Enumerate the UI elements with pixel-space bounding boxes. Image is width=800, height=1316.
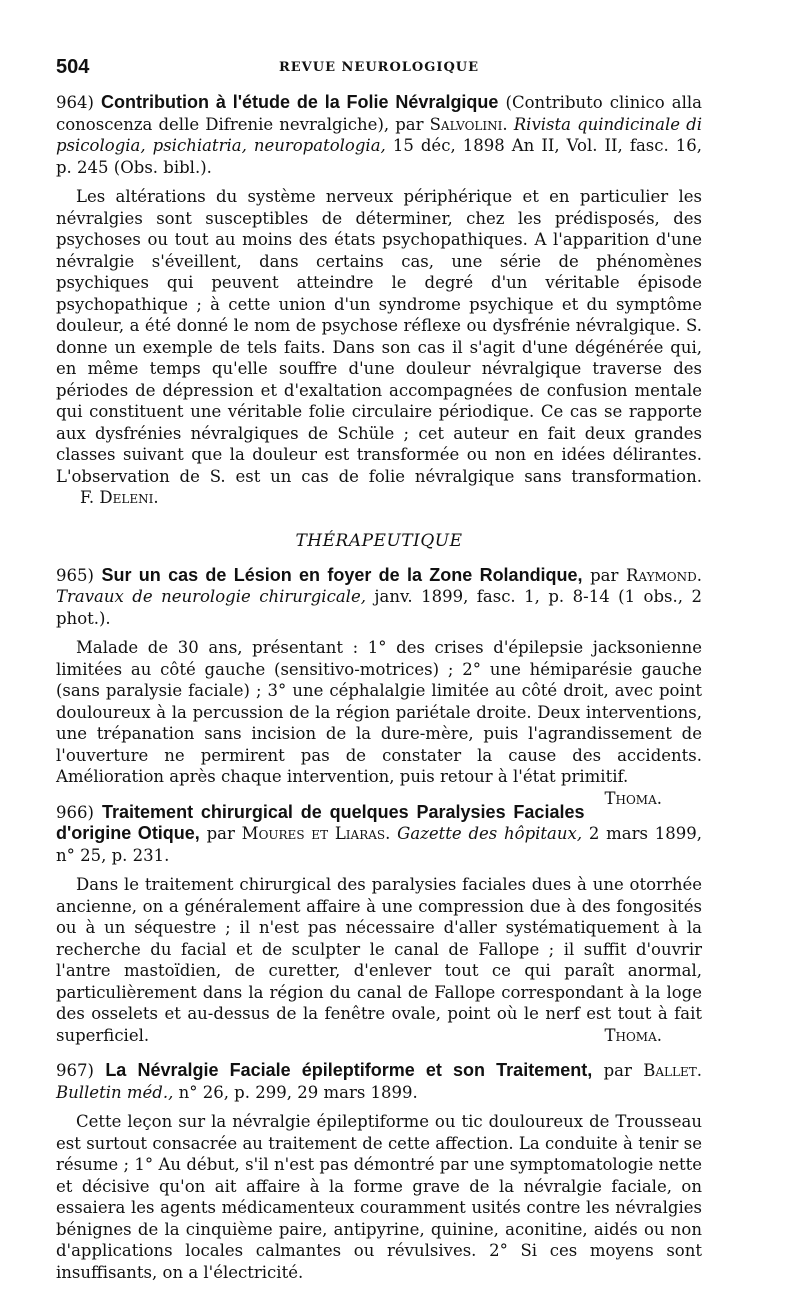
entry-ref-a: par — [206, 824, 235, 843]
entry-ref-b: janv. 1899, fasc. 1, p. 8-14 (1 obs., 2 phot.). — [56, 587, 702, 628]
entry-title: Sur un cas de Lésion en foyer de la Zone Rolandique, — [101, 564, 583, 585]
entry-ref-a: par — [603, 1061, 632, 1080]
abstract-entry — [56, 1060, 702, 1283]
page — [56, 48, 702, 1283]
abstract-entry — [56, 564, 702, 808]
entry-heading — [56, 565, 702, 630]
entry-heading — [56, 1060, 702, 1103]
entry-journal: Travaux de neurologie chirurgicale, — [56, 587, 366, 606]
entry-body: Malade de 30 ans, présentant : 1° des crises d'épilepsie jacksonienne limitées au côté gauche (sensitivo-motrices) ; 2° une hémiparésie gauche (sans paralysie faciale) ; 3° une céphalalgie limitée au côté droit, avec point douloureux à la percussion de la région pariétale droite. Deux interventions, une trépanation sans incision de la dure-mère, puis l'agrandissement de l'ouverture ne permirent pas de constater la cause des accidents. Amélioration après chaque intervention, puis retour à l'état primitif. Thoma. — [56, 638, 702, 808]
abstract-entry — [56, 92, 702, 509]
entry-author: Salvolini — [429, 114, 503, 134]
entry-journal: Rivista quindicinale di psicologia, psichiatria, neuropatologia, — [56, 114, 702, 155]
entry-signature: Thoma. — [604, 788, 662, 808]
page-number: 504 — [56, 56, 90, 78]
entry-number: 967) — [56, 1061, 94, 1080]
entry-ref-a: par — [590, 565, 619, 585]
entry-title: Traitement chirurgical de quelques Paralysies Faciales d'origine Otique, — [56, 801, 585, 843]
section-title: THÉRAPEUTIQUE — [295, 530, 463, 551]
entry-title: Contribution à l'étude de la Folie Névralgique — [101, 92, 499, 112]
entry-body: Cette leçon sur la névralgie épileptiforme ou tic douloureux de Trousseau est surtout consacrée au traitement de cette affection. La conduite à tenir se résume ; 1° Au début, s'il n'est pas démontré par une symptomatologie nette et décisive qu'on ait affaire à la forme grave de la névralgie faciale, on essaiera les agents médicamenteux couramment usités contre les névralgies bénignes de la cinquième paire, antipyrine, quinine, aconitine, aidés ou non d'applications locales calmantes ou révulsives. 2° Si ces moyens sont insuffisants, on a l'électricité. — [56, 1112, 702, 1282]
entry-ref-a: (Contributo clinico alla conoscenza delle Difrenie nevralgiche), par — [56, 93, 702, 134]
entry-heading — [56, 802, 702, 867]
entry-signature: Thoma. — [604, 1025, 662, 1045]
entry-signature: F. Deleni. — [80, 488, 159, 507]
entry-body: Les altérations du système nerveux périphérique et en particulier les névralgies sont susceptibles de déterminer, chez les prédisposés, des psychoses ou tout au moins des états psychopathiques. A l'apparition d'une névralgie s'éveillent, dans certains cas, une série de phénomènes psychiques qui peuvent atteindre le degré d'un véritable épisode psychopathique ; à cette union d'un syndrome psychique et du symptôme douleur, a été donné le nom de psychose réflexe ou dysfrénie névralgique. S. donne un exemple de tels faits. Dans son cas il s'agit d'une dégénérée qui, en même temps qu'elle souffre d'une douleur névralgique traverse des périodes de dépression et d'exaltation accompagnées de confusion mentale qui constituent une véritable folie circulaire périodique. Ce cas se rapporte aux dysfrénies névralgiques de Schüle ; cet auteur en fait deux grandes classes suivant que la douleur est transformée ou non en idées délirantes. L'observation de S. est un cas de folie névralgique sans transformation. F. Deleni. — [56, 187, 702, 507]
entry-author: Ballet. — [643, 1061, 702, 1080]
entry-ref-b: 15 déc, 1898 An II, Vol. II, fasc. 16, p. 245 (Obs. bibl.). — [56, 136, 703, 177]
entry-number: 966) — [56, 802, 94, 822]
entry-ref-b: n° 26, p. 299, 29 mars 1899. — [178, 1082, 418, 1102]
entry-journal: Gazette des hôpitaux, — [397, 824, 583, 843]
entry-title: La Névralgie Faciale épileptiforme et son Traitement, — [105, 1060, 593, 1080]
entry-number: 964) — [56, 93, 94, 112]
abstract-entry — [56, 802, 702, 1047]
entry-heading: 964) Contribution à l'étude de la Folie Névralgique (Contributo clinico alla conoscenza delle Difrenie nevralgiche), par Salvolini. Rivista quindicinale di psicologia, psichiatria, neuropatologia, 15 déc, 1898 An II, Vol. II, fasc. 16, p. 245 (Obs. bibl.). — [56, 92, 703, 177]
entry-author: Raymond. — [625, 565, 702, 585]
entry-body: Dans le traitement chirurgical des paralysies faciales dues à une otorrhée ancienne, on a généralement affaire à une compression due à des fongosités ou à un séquestre ; il n'est pas nécessaire d'aller systématiquement à la recherche du facial et de sculpter le canal de Fallope ; il suffit d'ouvrir l'antre mastoïdien, de curetter, d'enlever tout ce qui paraît anormal, particulièrement dans la région du canal de Fallope correspondant à la loge des osselets et au-dessus de la fenêtre ovale, point où le nerf est tout à fait superficiel. Thoma. — [56, 875, 702, 1045]
entry-author: Moures et Liaras. — [241, 824, 391, 843]
page-header — [56, 48, 702, 78]
running-title: REVUE NEUROLOGIQUE — [278, 60, 480, 75]
entry-number: 965) — [56, 565, 94, 585]
entry-journal: Bulletin méd., — [56, 1082, 174, 1102]
entry-ref-b: 2 mars 1899, n° 25, p. 231. — [56, 824, 702, 865]
